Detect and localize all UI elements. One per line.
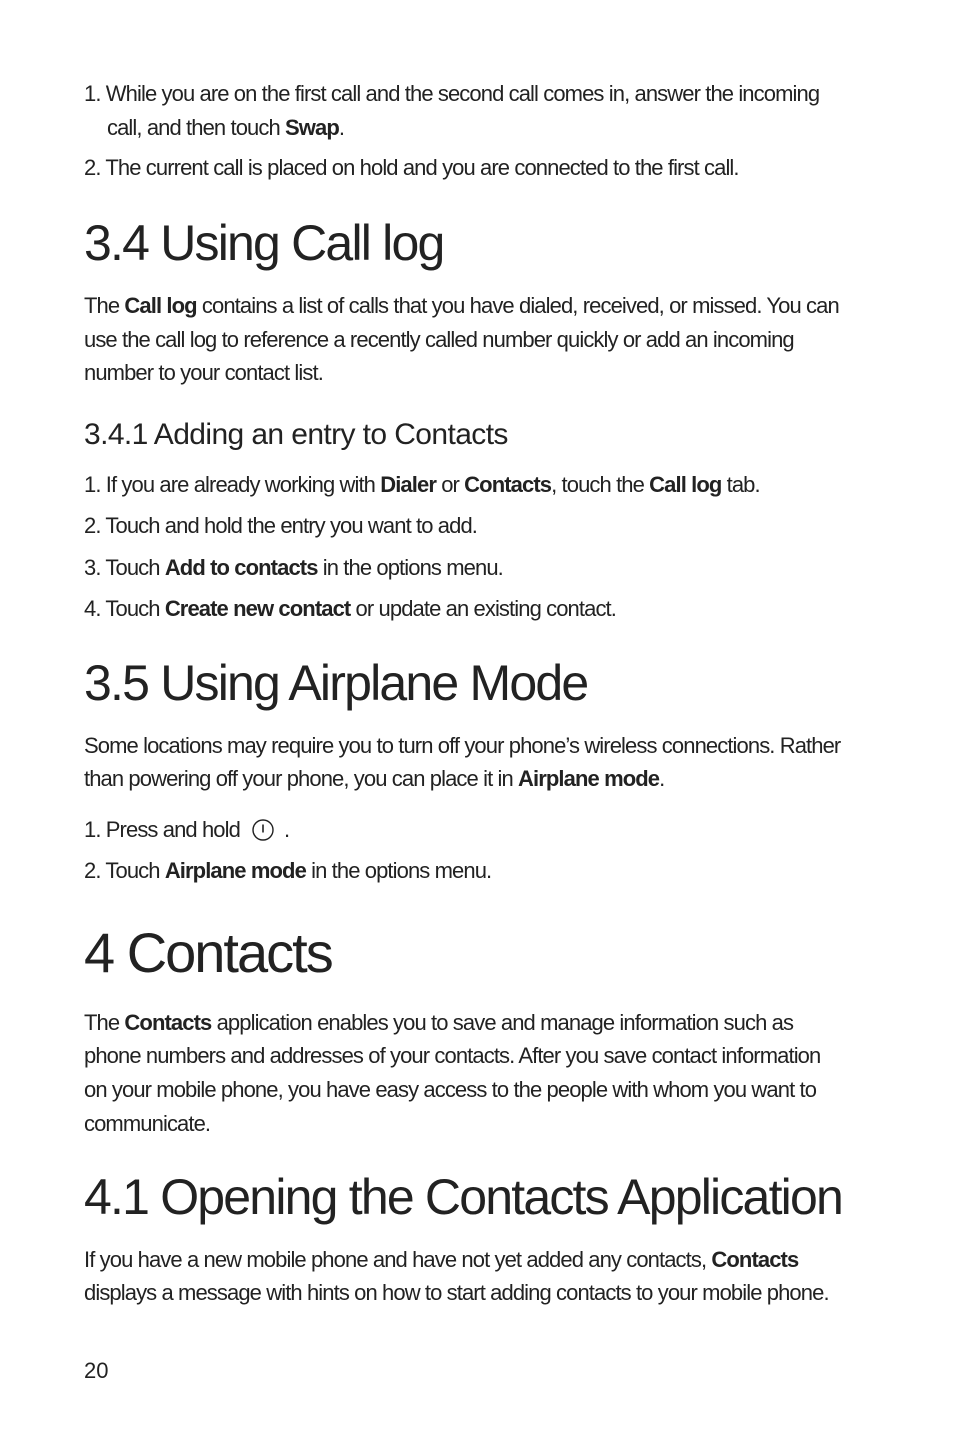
heading-adding-entry: 3.4.1 Adding an entry to Contacts [84,418,508,451]
airplane-mode-term: Airplane mode [518,766,660,791]
page-number: 20 [84,1358,109,1383]
heading-contacts-chapter: 4 Contacts [84,921,332,984]
intro-step-2 [84,151,739,185]
text: Touch [105,858,165,883]
call-log-paragraph-line-3: number to your contact list. [84,360,323,385]
heading-opening-contacts: 4.1 Opening the Contacts Application [84,1169,842,1225]
dialer-term: Dialer [380,472,436,497]
airplane-paragraph-line-2 [84,762,664,796]
text: If you are already working with [105,472,381,497]
step-text: While you are on the first call and the second call comes in, answer the incoming [105,81,820,106]
contacts-paragraph-line-3: on your mobile phone, you have easy access to the people with whom you want to [84,1077,817,1102]
add-entry-step-2 [84,509,477,543]
text: than powering off your phone, you can place it in [84,766,519,791]
heading-using-call-log: 3.4 Using Call log [84,215,444,271]
contacts-paragraph-line-4: communicate. [84,1111,211,1136]
step-number: 3. [84,555,101,580]
step-number: 1. [84,817,101,842]
contacts-term: Contacts [464,472,552,497]
intro-step-1-line-1 [84,77,819,111]
text: The [84,293,125,318]
airplane-step-2 [84,854,491,888]
text: , touch the [551,472,650,497]
step-number: 2. [84,513,101,538]
add-entry-step-4 [84,592,616,626]
text: in the options menu. [305,858,492,883]
text: tab. [721,472,760,497]
step-text: The current call is placed on hold and you are connected to the first call. [105,155,739,180]
text: If you have a new mobile phone and have not yet added any contacts, [84,1247,712,1272]
add-entry-step-3 [84,551,503,585]
heading-airplane-mode: 3.5 Using Airplane Mode [84,655,588,711]
step-number: 2. [84,858,101,883]
text: or [435,472,465,497]
text: Touch [105,596,165,621]
contacts-term: Contacts [124,1010,212,1035]
airplane-paragraph-line-1: Some locations may require you to turn off your phone’s wireless connections. Rather [84,733,841,758]
intro-step-1-line-2 [107,111,344,145]
create-new-contact-term: Create new contact [164,596,351,621]
power-icon [252,817,274,839]
text: The [84,1010,125,1035]
text: in the options menu. [317,555,503,580]
call-log-term: Call log [649,472,722,497]
punctuation: . [338,115,345,140]
text: Touch and hold the entry you want to add. [105,513,477,538]
opening-paragraph-line-2: displays a message with hints on how to start adding contacts to your mobile phone. [84,1280,829,1305]
call-log-term: Call log [124,293,197,318]
step-number: 1. [84,472,101,497]
swap-term: Swap [285,115,339,140]
contacts-term: Contacts [711,1247,799,1272]
text: Touch [105,555,165,580]
add-to-contacts-term: Add to contacts [164,555,318,580]
contacts-paragraph-line-2: phone numbers and addresses of your contacts. After you save contact information [84,1043,821,1068]
call-log-paragraph-line-1 [84,289,839,323]
opening-paragraph-line-1 [84,1243,798,1277]
add-entry-step-1 [84,468,760,502]
contacts-paragraph-line-1 [84,1006,793,1040]
step-number: 2. [84,155,101,180]
airplane-mode-term: Airplane mode [164,858,306,883]
text: . [283,817,290,842]
step-number: 4. [84,596,101,621]
call-log-paragraph-line-2: use the call log to reference a recently called number quickly or add an incoming [84,327,794,352]
text: application enables you to save and manage information such as [211,1010,794,1035]
text: Press and hold [105,817,240,842]
step-text: call, and then touch [107,115,286,140]
text: contains a list of calls that you have dialed, received, or missed. You can [196,293,839,318]
step-number: 1. [84,81,101,106]
text: or update an existing contact. [350,596,616,621]
text: . [659,766,665,791]
airplane-step-1 [84,813,289,847]
